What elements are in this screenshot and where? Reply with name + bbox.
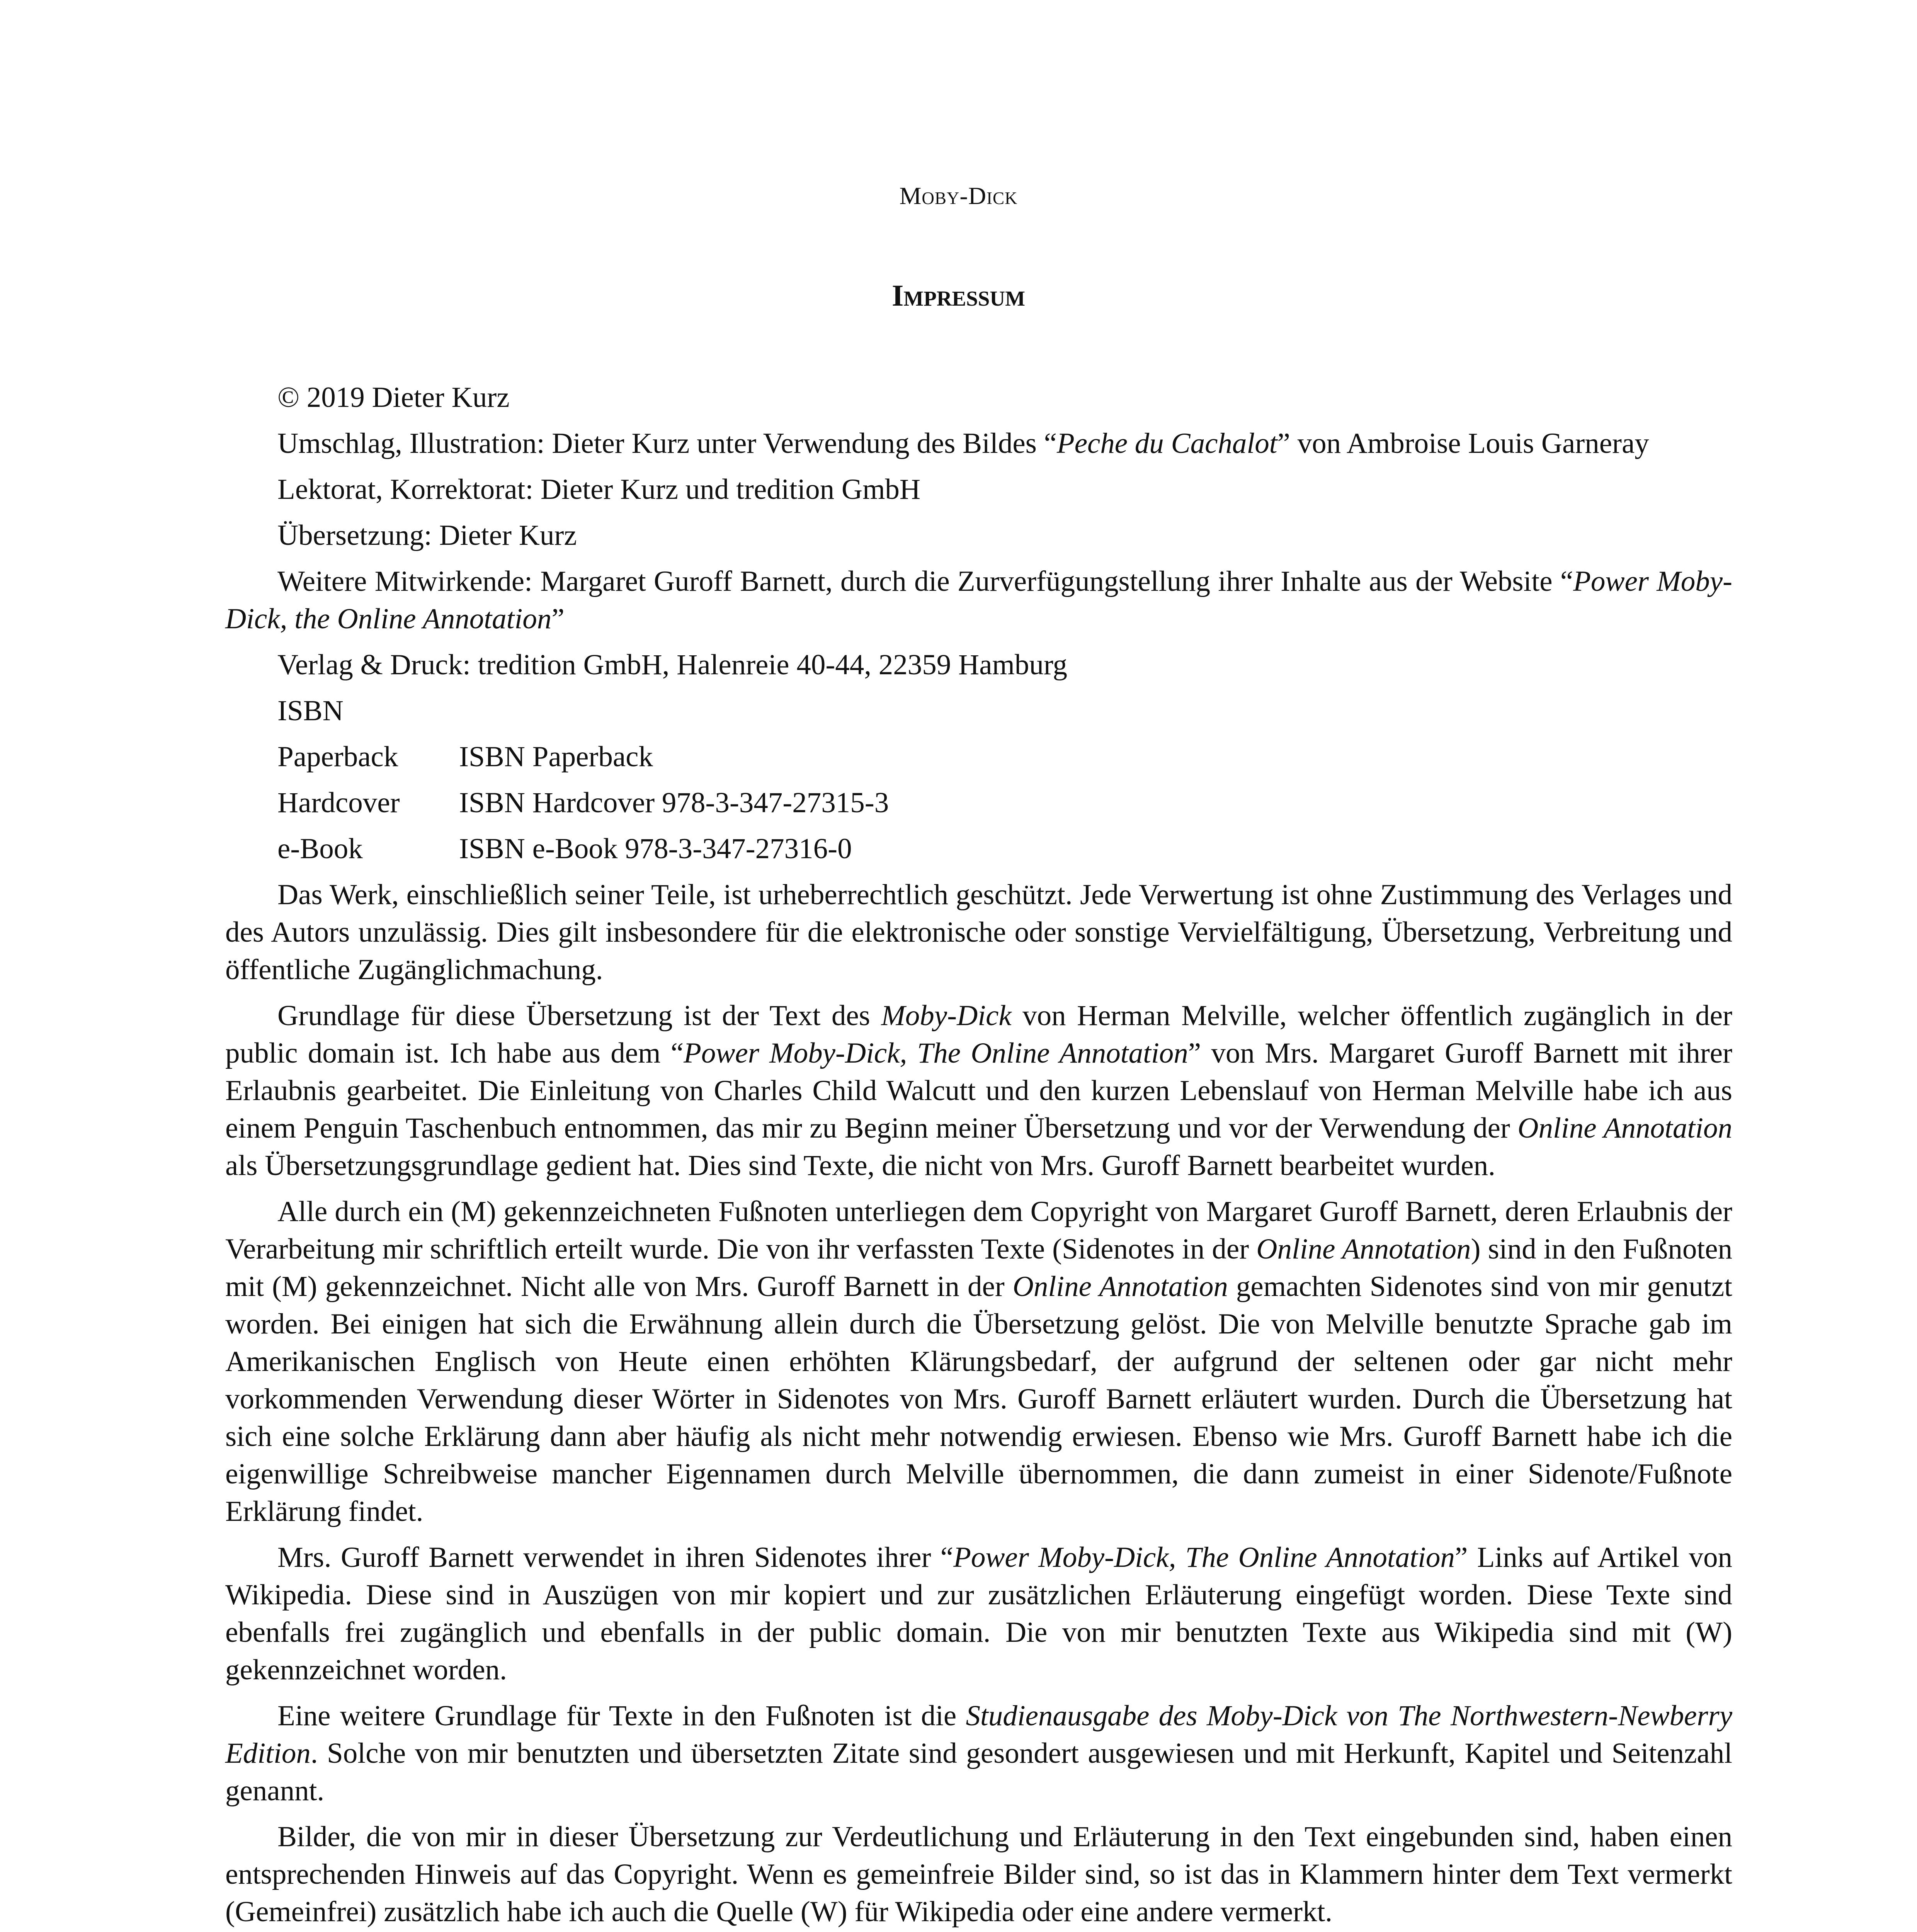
- isbn-format: Hardcover: [277, 787, 400, 819]
- footnotes-paragraph: Alle durch ein (M) gekennzeichneten Fußnoten unterliegen dem Copyright von Margaret Guroff Barnett, deren Erlaubnis der Verarbeitung mir schriftlich erteilt wurde. Die von ihr verfassten Texte (Sidenotes in der Online Annotation) sind in den Fußnoten mit (M) gekennzeichnet. Nicht alle von Mrs. Guroff Barnett in der Online Annotation gemachten Sidenotes sind von mir genutzt worden. Bei einigen hat sich die Erwähnung allein durch die Übersetzung gelöst. Die von Melville benutzte Sprache gab im Amerikanischen Englisch von Heute einen erhöhten Klärungsbedarf, der aufgrund der seltenen oder gar nicht mehr vorkommenden Verwendung dieser Wörter in Sidenotes von Mrs. Guroff Barnett erläutert wurden. Durch die Übersetzung hat sich eine solche Erklärung dann aber häufig als nicht mehr notwendig erwiesen. Ebenso wie Mrs. Guroff Barnett habe ich die eigenwillige Schreibweise mancher Eigennamen durch Melville übernommen, die dann zumeist in einer Sidenote/Fußnote Erklärung findet.: [225, 1196, 1733, 1527]
- isbn-row-paperback: [225, 738, 1732, 776]
- edition-paragraph: Eine weitere Grundlage für Texte in den Fußnoten ist die Studienausgabe des Moby-Dick von The Northwestern-Newberry Edition. Solche von mir benutzten und übersetzten Zitate sind gesondert ausgewiesen und mit Herkunft, Kapitel und Seitenzahl genannt.: [225, 1700, 1732, 1807]
- translation-credit: Übersetzung: Dieter Kurz: [277, 519, 577, 551]
- isbn-value: ISBN Paperback: [459, 741, 653, 773]
- images-paragraph: Bilder, die von mir in dieser Übersetzung zur Verdeutlichung und Erläuterung in den Text eingebunden sind, haben einen entsprechenden Hinweis auf das Copyright. Wenn es gemeinfreie Bilder sind, so ist das in Klammern hinter dem Text vermerkt (Gemeinfrei) zusätzlich habe ich auch die Quelle (W) für Wikipedia oder eine andere vermerkt.: [225, 1821, 1732, 1928]
- cover-credit: Umschlag, Illustration: Dieter Kurz unter Verwendung des Bildes “Peche du Cachalot” von Ambroise Louis Garneray: [277, 427, 1649, 459]
- isbn-heading: ISBN: [277, 695, 344, 727]
- imprint-body: [225, 379, 1732, 1932]
- running-head: Moby-Dick: [899, 182, 1018, 209]
- publisher-line: Verlag & Druck: tredition GmbH, Halenreie 40-44, 22359 Hamburg: [277, 649, 1067, 681]
- isbn-format: Paperback: [277, 741, 398, 773]
- isbn-row-ebook: [225, 830, 1732, 867]
- isbn-format: e-Book: [277, 833, 363, 865]
- copyright-line: © 2019 Dieter Kurz: [277, 381, 510, 413]
- wikipedia-paragraph: Mrs. Guroff Barnett verwendet in ihren Sidenotes ihrer “Power Moby-Dick, The Online Annotation” Links auf Artikel von Wikipedia. Diese sind in Auszügen von mir kopiert und zur zusätzlichen Erläuterung eingefügt worden. Diese Texte sind ebenfalls frei zugänglich und ebenfalls in der public domain. Die von mir benutzten Texte aus Wikipedia sind mit (W) gekennzeichnet worden.: [225, 1541, 1732, 1686]
- editing-credit: Lektorat, Korrektorat: Dieter Kurz und tredition GmbH: [277, 473, 921, 505]
- page-title: Impressum: [891, 279, 1026, 312]
- copyright-paragraph: Das Werk, einschließlich seiner Teile, ist urheberrechtlich geschützt. Jede Verwertung ist ohne Zustimmung des Verlages und des Autors unzulässig. Dies gilt insbesondere für die elektronische oder sonstige Vervielfältigung, Übersetzung, Verbreitung und öffentliche Zugänglichmachung.: [225, 879, 1732, 986]
- source-paragraph: Grundlage für diese Übersetzung ist der Text des Moby-Dick von Herman Melville, welcher öffentlich zugänglich in der public domain ist. Ich habe aus dem “Power Moby-Dick, The Online Annotation” von Mrs. Margaret Guroff Barnett mit ihrer Erlaubnis gearbeitet. Die Einleitung von Charles Child Walcutt und den kurzen Lebenslauf von Herman Melville habe ich aus einem Penguin Taschenbuch entnommen, das mir zu Beginn meiner Übersetzung und vor der Verwendung der Online Annotation als Übersetzungsgrundlage gedient hat. Dies sind Texte, die nicht von Mrs. Guroff Barnett bearbeitet wurden.: [225, 1000, 1732, 1182]
- contributors-credit: Weitere Mitwirkende: Margaret Guroff Barnett, durch die Zurverfügungstellung ihrer Inhalte aus der Website “Power Moby-Dick, the Online Annotation”: [225, 565, 1732, 635]
- isbn-value: ISBN Hardcover 978-3-347-27315-3: [459, 787, 889, 819]
- isbn-row-hardcover: [225, 784, 1732, 821]
- isbn-value: ISBN e-Book 978-3-347-27316-0: [459, 833, 852, 865]
